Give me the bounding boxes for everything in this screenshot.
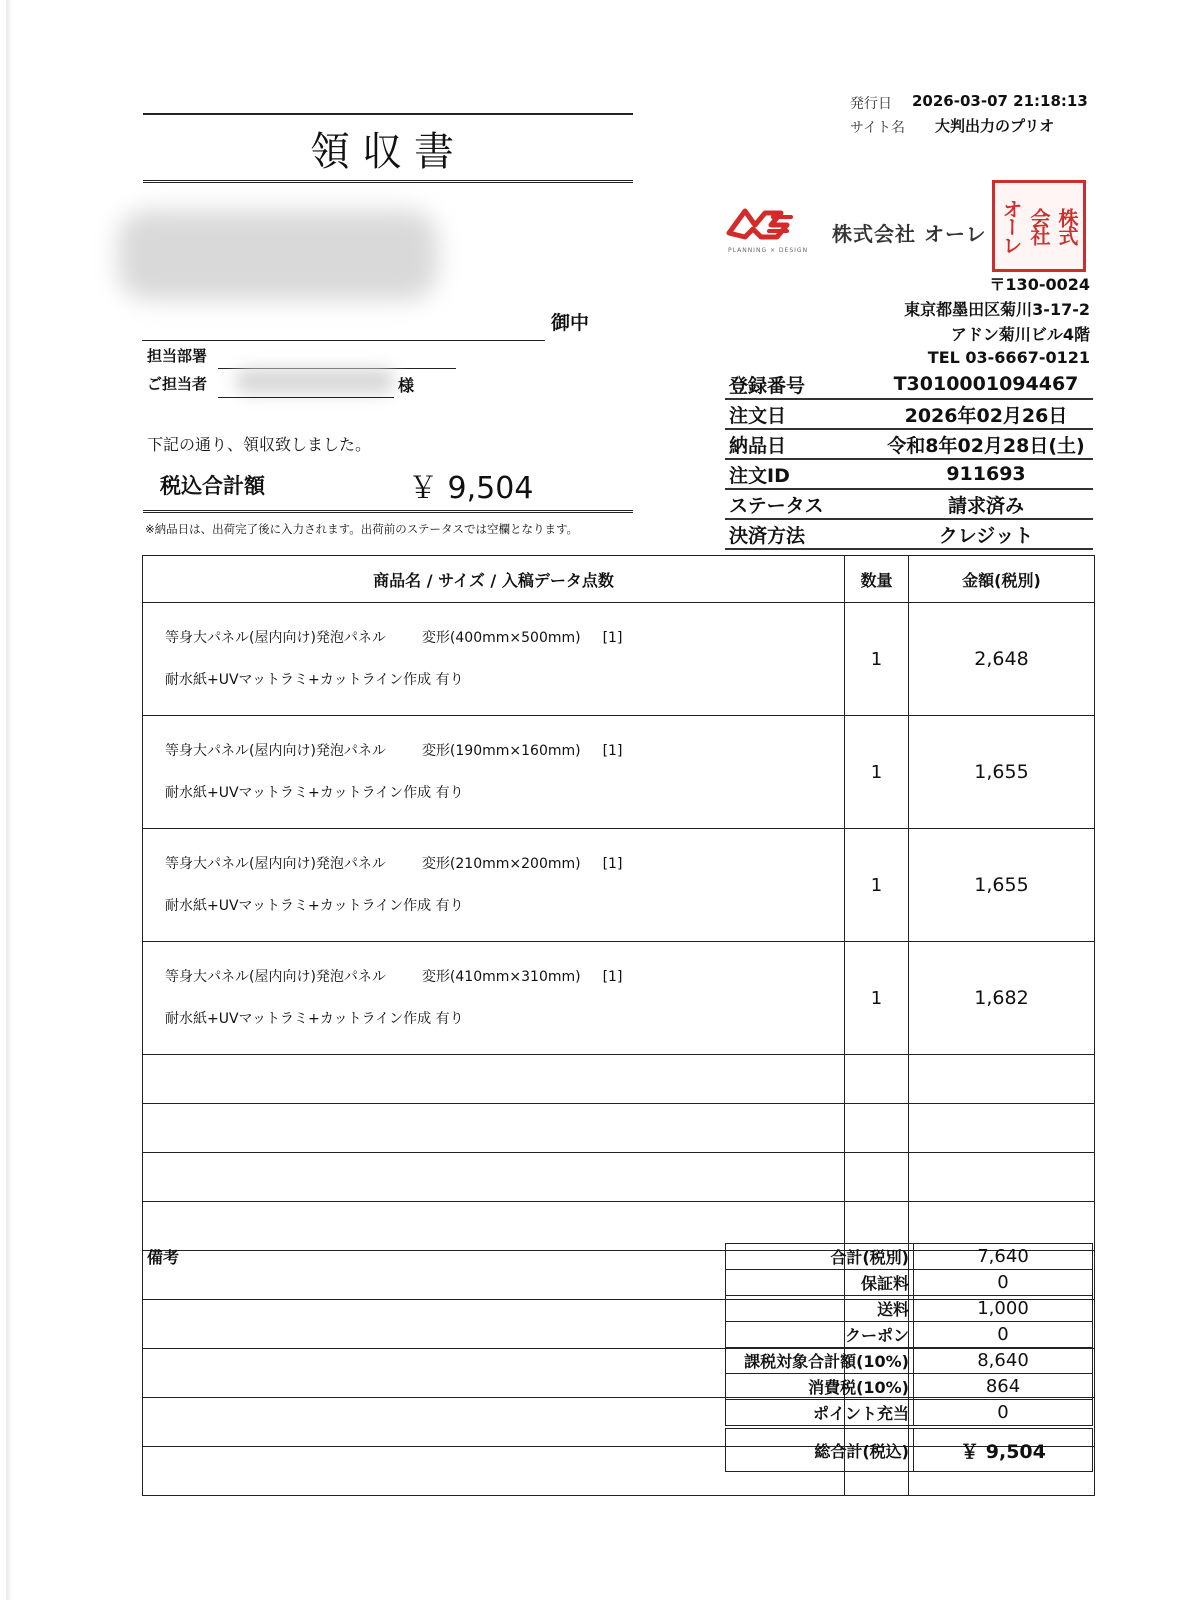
item-amount: 2,648 (909, 603, 1095, 716)
seal-column: 株式 (1055, 208, 1079, 244)
guarantee-label: 保証料 (726, 1270, 914, 1296)
company-seal (992, 180, 1086, 272)
totals-row-grand (726, 1427, 1093, 1472)
subtotal-value: 7,640 (914, 1244, 1093, 1270)
guarantee-value: 0 (914, 1270, 1093, 1296)
issue-date-value: 2026-03-07 21:18:13 (912, 92, 1088, 110)
shipping-label: 送料 (726, 1296, 914, 1322)
item-size: 変形(400mm×500mm) (421, 630, 581, 646)
totals-row-guarantee (726, 1270, 1093, 1296)
totals-row-tax (726, 1374, 1093, 1400)
item-qty: 1 (845, 829, 909, 942)
order-id-label: 注文ID (725, 459, 879, 489)
item-name: 等身大パネル(屋内向け)発泡パネル (165, 969, 386, 985)
blank-row (143, 1104, 1095, 1153)
delivery-date-value: 令和8年02月28日(土) (879, 429, 1093, 459)
company-postal: 〒130-0024 (989, 275, 1090, 294)
delivery-date-label: 納品日 (725, 429, 879, 459)
item-size: 変形(190mm×160mm) (421, 743, 581, 759)
honorific-org: 御中 (551, 312, 590, 334)
grand-total-label: 総合計(税込) (726, 1427, 914, 1472)
contact-label: ご担当者 (147, 375, 208, 393)
company-address2: アドン菊川ビル4階 (950, 325, 1090, 344)
logo-tagline: PLANNING × DESIGN (728, 247, 809, 254)
shipping-value: 1,000 (914, 1296, 1093, 1322)
item-options: 耐水紙+UVマットラミ+カットライン作成 有り (165, 898, 464, 914)
issue-date-label: 発行日 (850, 96, 892, 112)
item-name: 等身大パネル(屋内向け)発泡パネル (165, 856, 386, 872)
col-header-amount: 金額(税別) (909, 556, 1095, 603)
table-row (143, 603, 1095, 716)
item-options: 耐水紙+UVマットラミ+カットライン作成 有り (165, 672, 464, 688)
items-header-row (143, 556, 1095, 603)
totals-row-points (726, 1400, 1093, 1428)
taxable-value: 8,640 (914, 1348, 1093, 1374)
info-row-delivery (725, 429, 1093, 459)
honorific-person: 様 (398, 376, 415, 395)
item-size: 変形(210mm×200mm) (421, 856, 581, 872)
title-rule-top (143, 113, 633, 115)
delivery-note: ※納品日は、出荷完了後に入力されます。出荷前のステータスでは空欄となります。 (145, 522, 579, 536)
page-edge-shadow (6, 0, 12, 1600)
site-name-label: サイト名 (850, 120, 906, 136)
total-amount-value: ￥ 9,504 (408, 471, 534, 506)
item-name: 等身大パネル(屋内向け)発泡パネル (165, 743, 386, 759)
item-data-count: [1] (602, 630, 623, 646)
order-info-table (725, 370, 1093, 550)
item-amount: 1,682 (909, 942, 1095, 1055)
info-row-registration (725, 370, 1093, 399)
item-description (143, 942, 845, 1055)
coupon-value: 0 (914, 1322, 1093, 1348)
points-value: 0 (914, 1400, 1093, 1428)
totals-row-subtotal (726, 1244, 1093, 1270)
contact-underline (218, 397, 394, 398)
item-amount: 1,655 (909, 716, 1095, 829)
info-row-order-id (725, 459, 1093, 489)
status-value: 請求済み (879, 489, 1093, 519)
item-options: 耐水紙+UVマットラミ+カットライン作成 有り (165, 1011, 464, 1027)
item-data-count: [1] (602, 969, 623, 985)
payment-label: 決済方法 (725, 519, 879, 549)
site-name-value: 大判出力のプリオ (935, 117, 1055, 135)
taxable-label: 課税対象合計額(10%) (726, 1348, 914, 1374)
points-label: ポイント充当 (726, 1400, 914, 1428)
order-date-value: 2026年02月26日 (879, 399, 1093, 429)
payment-value: クレジット (879, 519, 1093, 549)
item-description (143, 603, 845, 716)
item-qty: 1 (845, 603, 909, 716)
department-label: 担当部署 (147, 347, 208, 365)
registration-value: T3010001094467 (879, 370, 1093, 399)
company-logo-icon (725, 203, 805, 243)
totals-row-coupon (726, 1322, 1093, 1348)
order-date-label: 注文日 (725, 399, 879, 429)
page-title: 領収書 (310, 129, 466, 175)
order-id-value: 911693 (879, 459, 1093, 489)
customer-name-redacted (118, 210, 438, 300)
company-tel: TEL 03-6667-0121 (927, 348, 1090, 367)
item-amount: 1,655 (909, 829, 1095, 942)
seal-column: オーレ (999, 199, 1023, 253)
blank-row (143, 1153, 1095, 1202)
contact-name-redacted (235, 368, 395, 394)
item-qty: 1 (845, 942, 909, 1055)
tax-value: 864 (914, 1374, 1093, 1400)
item-data-count: [1] (602, 856, 623, 872)
total-amount-label: 税込合計額 (160, 474, 265, 498)
item-description (143, 829, 845, 942)
remarks-label: 備考 (147, 1248, 180, 1267)
company-address1: 東京都墨田区菊川3-17-2 (904, 300, 1090, 319)
table-row (143, 716, 1095, 829)
totals-row-shipping (726, 1296, 1093, 1322)
info-row-payment (725, 519, 1093, 549)
item-qty: 1 (845, 716, 909, 829)
info-row-status (725, 489, 1093, 519)
subtotal-label: 合計(税別) (726, 1244, 914, 1270)
customer-name-underline (142, 340, 545, 341)
item-data-count: [1] (602, 743, 623, 759)
totals-table (725, 1243, 1093, 1472)
totals-row-taxable (726, 1348, 1093, 1374)
received-message: 下記の通り、領収致しました。 (147, 435, 372, 454)
info-row-order-date (725, 399, 1093, 429)
registration-label: 登録番号 (725, 370, 879, 399)
blank-row (143, 1055, 1095, 1104)
total-rule (143, 510, 633, 515)
company-name: 株式会社 オーレ (832, 222, 987, 246)
table-row (143, 829, 1095, 942)
col-header-qty: 数量 (845, 556, 909, 603)
table-row (143, 942, 1095, 1055)
tax-label: 消費税(10%) (726, 1374, 914, 1400)
grand-total-value: ￥ 9,504 (914, 1427, 1093, 1472)
item-size: 変形(410mm×310mm) (421, 969, 581, 985)
status-label: ステータス (725, 489, 879, 519)
title-rule-bottom (143, 180, 633, 185)
item-description (143, 716, 845, 829)
item-options: 耐水紙+UVマットラミ+カットライン作成 有り (165, 785, 464, 801)
seal-column: 会社 (1027, 208, 1051, 244)
item-name: 等身大パネル(屋内向け)発泡パネル (165, 630, 386, 646)
coupon-label: クーポン (726, 1322, 914, 1348)
col-header-product: 商品名 / サイズ / 入稿データ点数 (143, 556, 845, 603)
